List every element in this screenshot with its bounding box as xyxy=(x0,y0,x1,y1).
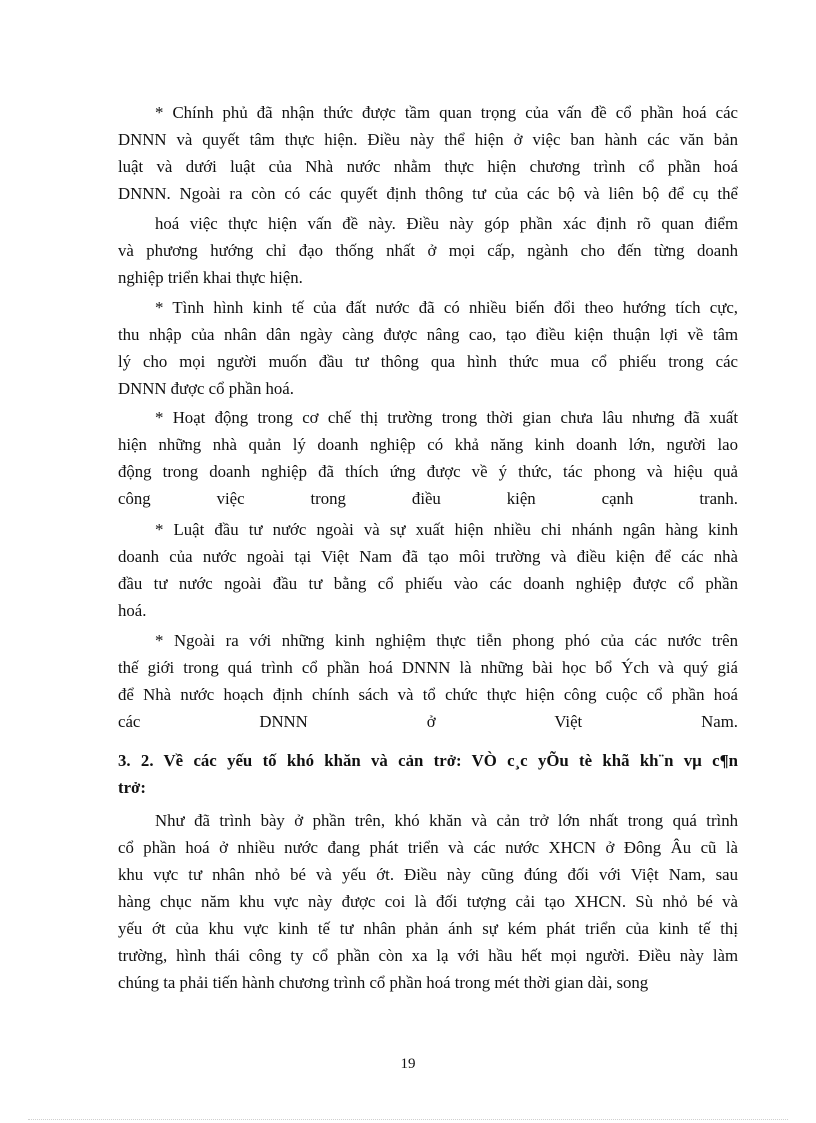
text-line: yếu ớt của khu vực kinh tế tư nhân phản ánh sự kém phát triển của kinh tế thị xyxy=(118,919,738,938)
heading-line: 3. 2. Về các yếu tố khó khăn và cản trở: VÒ c¸c yÕu tè khã kh¨n vµ c¶n xyxy=(118,751,738,770)
text-line: DNNN được cổ phần hoá. xyxy=(118,379,294,398)
text-line: nghiệp triển khai thực hiện. xyxy=(118,268,303,287)
text-line: hàng chục năm khu vực này được coi là đối tượng cải tạo XHCN. Sù nhỏ bé và xyxy=(118,892,738,911)
text-line: công việc trong điều kiện cạnh tranh. xyxy=(118,489,738,508)
text-line: chúng ta phải tiến hành chương trình cổ phần hoá trong mét thời gian dài, song xyxy=(118,973,649,992)
text-line: các DNNN ở Việt Nam. xyxy=(118,712,738,731)
text-line: * Tình hình kinh tế của đất nước đã có nhiều biến đổi theo hướng tích cực, xyxy=(155,298,738,317)
text-line: * Hoạt động trong cơ chế thị trường trong thời gian chưa lâu nhưng đã xuất xyxy=(155,408,738,427)
text-line: lý cho mọi người muốn đầu tư thông qua hình thức mua cổ phiếu trong các xyxy=(118,352,738,371)
text-line: doanh của nước ngoài tại Việt Nam đã tạo môi trường và điều kiện để các nhà xyxy=(118,547,738,566)
text-line: thu nhập của nhân dân ngày càng được nâng cao, tạo điều kiện thuận lợi về tâm xyxy=(118,325,738,344)
page-bottom-divider xyxy=(28,1119,788,1120)
text-line: * Luật đầu tư nước ngoài và sự xuất hiện nhiều chi nhánh ngân hàng kinh xyxy=(155,520,738,539)
text-line: hiện những nhà quản lý doanh nghiệp có khả năng kinh doanh lớn, người lao xyxy=(118,435,738,454)
text-line: hoá. xyxy=(118,601,147,620)
text-line: * Chính phủ đã nhận thức được tầm quan trọng của vấn đề cổ phần hoá các xyxy=(155,103,738,122)
text-line: thế giới trong quá trình cổ phần hoá DNNN là những bài học bổ Ých và quý giá xyxy=(118,658,738,677)
text-line: khu vực tư nhân nhỏ bé và yếu ớt. Điều này cũng đúng đối với Việt Nam, sau xyxy=(118,865,738,884)
text-line: * Ngoài ra với những kinh nghiệm thực tiễn phong phó của các nước trên xyxy=(155,631,738,650)
text-line: luật và dưới luật của Nhà nước nhằm thực hiện chương trình cổ phần hoá xyxy=(118,157,738,176)
text-line: hoá việc thực hiện vấn đề này. Điều này góp phần xác định rõ quan điểm xyxy=(155,214,738,233)
text-line: đầu tư nước ngoài đầu tư bằng cổ phiếu vào các doanh nghiệp được cổ phần xyxy=(118,574,738,593)
text-line: động trong doanh nghiệp đã thích ứng được về ý thức, tác phong và hiệu quả xyxy=(118,462,738,481)
heading-line: trở: xyxy=(118,778,146,797)
text-line: DNNN và quyết tâm thực hiện. Điều này thể hiện ở việc ban hành các văn bản xyxy=(118,130,738,149)
page-number: 19 xyxy=(400,1056,416,1072)
text-line: và phương hướng chỉ đạo thống nhất ở mọi cấp, ngành cho đến từng doanh xyxy=(118,241,738,260)
text-line: để Nhà nước hoạch định chính sách và tổ chức thực hiện công cuộc cổ phần hoá xyxy=(118,685,738,704)
text-line: trường, hình thái công ty cổ phần còn xa lạ với hầu hết mọi người. Điều này làm xyxy=(118,946,738,965)
text-line: DNNN. Ngoài ra còn có các quyết định thông tư của các bộ và liên bộ để cụ thể xyxy=(118,184,738,203)
text-line: Như đã trình bày ở phần trên, khó khăn và cản trở lớn nhất trong quá trình xyxy=(155,811,738,830)
text-line: cổ phần hoá ở nhiều nước đang phát triển và các nước XHCN ở Đông Âu cũ là xyxy=(118,838,738,857)
